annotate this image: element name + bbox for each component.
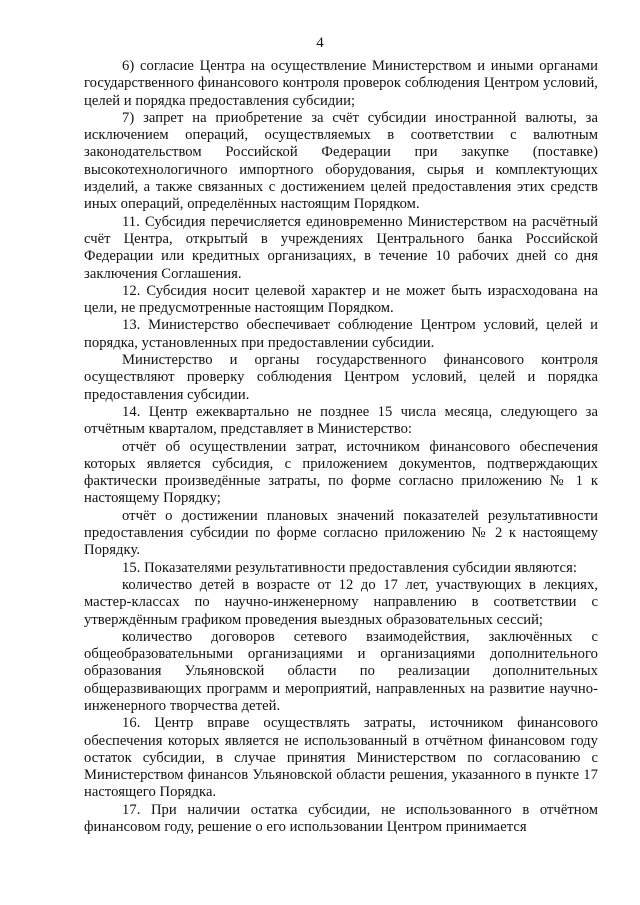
paragraph-11: 11. Субсидия перечисляется единовременно Министерством на расчётный счёт Центра, открытый в учреждениях Центрального банка Российской Федерации или кредитных организациях, в течение 10 рабочих дней со дня заключения Соглашения. xyxy=(84,213,598,282)
paragraph-14: 14. Центр ежеквартально не позднее 15 числа месяца, следующего за отчётным кварталом, представляет в Министерство: xyxy=(84,403,598,438)
paragraph-13-continued: Министерство и органы государственного финансового контроля осуществляют проверку соблюдения Центром условий, целей и порядка предоставления субсидии. xyxy=(84,352,598,403)
paragraph-14-report-indicators: отчёт о достижении плановых значений показателей результативности предоставления субсидии по форме согласно приложению № 2 к настоящему Порядку. xyxy=(84,507,598,559)
paragraph-15-indicator-children: количество детей в возрасте от 12 до 17 лет, участвующих в лекциях, мастер-классах по научно-инженерному направлению в соответствии с утверждённым графиком проведения выездных образовательных сессий; xyxy=(84,576,598,628)
paragraph-15: 15. Показателями результативности предоставления субсидии являются: xyxy=(122,559,577,576)
paragraph-14-report-costs: отчёт об осуществлении затрат, источником финансового обеспечения которых является субсидия, с приложением документов, подтверждающих фактически произведённые затраты, по форме согласно приложению № 1 к настоящему Порядку; xyxy=(84,438,598,507)
paragraph-item-7: 7) запрет на приобретение за счёт субсидии иностранной валюты, за исключением операций, осуществляемых в соответствии с валютным законодательством Российской Федерации при закупке (поставке) высокотехнологичного импортного оборудования, сырья и комплектующих изделий, а также связанных с достижением целей предоставления этих средств иных операций, определённых настоящим Порядком. xyxy=(84,109,598,213)
paragraph-15-indicator-agreements: количество договоров сетевого взаимодействия, заключённых с общеобразовательными организациями и организациями дополнительного образования Ульяновской области по реализации дополнительных общеразвивающих программ и мероприятий, направленных на развитие научно-инженерного творчества детей. xyxy=(84,628,598,714)
paragraph-17: 17. При наличии остатка субсидии, не использованного в отчётном финансовом году, решение о его использовании Центром принимается xyxy=(84,801,598,836)
paragraph-13: 13. Министерство обеспечивает соблюдение Центром условий, целей и порядка, установленных при предоставлении субсидии. xyxy=(84,317,598,351)
paragraph-item-6: 6) согласие Центра на осуществление Министерством и иными органами государственного финансового контроля проверок соблюдения Центром условий, целей и порядка предоставления субсидии; xyxy=(84,58,598,109)
page-number: 4 xyxy=(316,35,324,51)
paragraph-16: 16. Центр вправе осуществлять затраты, источником финансового обеспечения которых является не использованный в отчётном финансовом году остаток субсидии, в случае принятия Министерством по согласованию с Министерством финансов Ульяновской области решения, указанного в пункте 17 настоящего Порядка. xyxy=(84,715,598,801)
paragraph-12: 12. Субсидия носит целевой характер и не может быть израсходована на цели, не предусмотренные настоящим Порядком. xyxy=(84,282,598,317)
document-body xyxy=(84,58,598,836)
